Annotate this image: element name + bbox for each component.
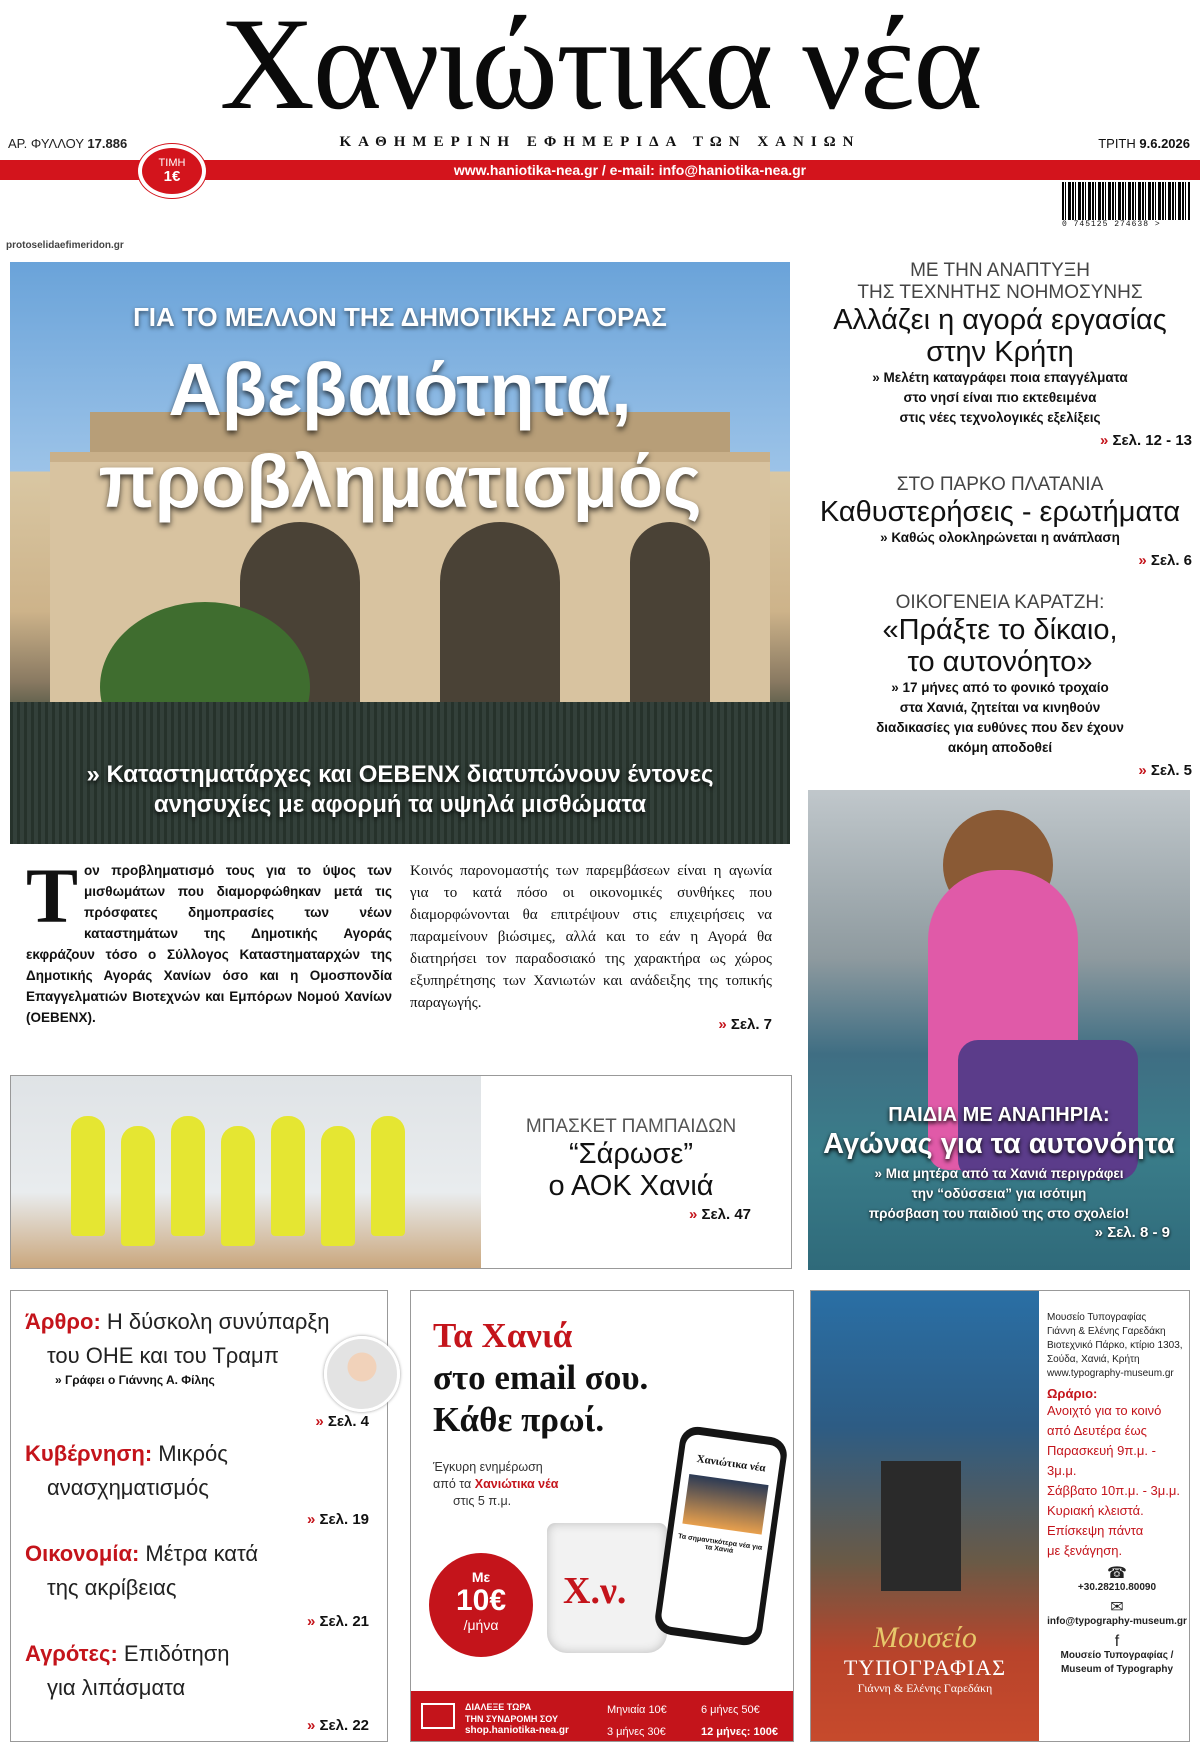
facebook-icon: f	[1114, 1633, 1120, 1650]
plan-option[interactable]: 3 μήνες 30€	[607, 1726, 666, 1738]
museum-phone[interactable]: +30.28210.80090	[1077, 1582, 1157, 1593]
brief-text: Μικρός	[152, 1441, 228, 1466]
plan-option[interactable]: Μηνιαία 10€	[607, 1704, 667, 1716]
museum-email[interactable]: info@typography-museum.gr	[1047, 1616, 1187, 1627]
story-karatzi[interactable]	[808, 592, 1192, 779]
lead-body-text: ον προβληματισμό τους για το ύψος των μισθωμάτων που διαμορφώθηκαν μετά τις πρόσφατες δημοπρασίες των νέων καταστημάτων της Δημοτικής Αγοράς εκφράζουν τόσο ο Σύλλογος Καταστηματαρχών της Δημοτικής Αγοράς Χανίων όσο και η Ομοσπονδία Επαγγελματιών Βιοτεχνών και Εμπόρων Νομού Χανίων (ΟΕΒΕΝΧ).	[26, 863, 392, 1025]
page-ref[interactable]: » Σελ. 12 - 13	[1099, 432, 1192, 449]
lead-headline[interactable]	[10, 344, 790, 528]
hours-line: Επίσκεψη πάντα	[1047, 1523, 1144, 1538]
brief-text: Επιδότηση	[117, 1641, 230, 1666]
player-figure	[121, 1126, 155, 1246]
date-day: ΤΡΙΤΗ	[1098, 136, 1136, 151]
ad-small-text	[433, 1459, 558, 1510]
brief-text: της ακρίβειας	[47, 1575, 177, 1600]
page-ref-text: Σελ. 19	[319, 1511, 369, 1528]
story-sub-line: την “οδύσσεια” για ισότιμη	[911, 1186, 1087, 1201]
cta-text	[465, 1701, 558, 1725]
price-value: 1€	[163, 168, 181, 185]
museum-info	[1047, 1311, 1187, 1677]
story-sub	[838, 1164, 1160, 1224]
page-ref[interactable]: » Σελ. 22	[307, 1717, 369, 1734]
phone-icon: ☎	[1107, 1565, 1127, 1582]
story-headline: Αγώνας για τα αυτονόητα	[823, 1128, 1175, 1160]
museum-address: Σούδα, Χανιά, Κρήτη	[1047, 1354, 1140, 1365]
story-headline: το αυτονόητο»	[907, 646, 1093, 678]
contact-links[interactable]: www.haniotika-nea.gr / e-mail: info@haniotika-nea.gr	[453, 162, 807, 178]
price-label: ΤΙΜΗ	[158, 157, 186, 169]
ad-small-line: στις 5 π.μ.	[453, 1494, 512, 1508]
printing-press	[881, 1461, 961, 1591]
brief-item[interactable]	[25, 1305, 375, 1387]
brief-label: Οικονομία:	[25, 1541, 140, 1566]
brief-item[interactable]	[25, 1437, 375, 1505]
story-kicker: ΜΕ ΤΗΝ ΑΝΑΠΤΥΞΗ	[910, 260, 1090, 281]
story-sub: στις νέες τεχνολογικές εξελίξεις	[899, 410, 1101, 425]
issue-label: ΑΡ. ΦΥΛΛΟΥ	[8, 136, 84, 151]
brief-text: Η δύσκολη συνύπαρξη	[100, 1309, 330, 1334]
brief-text: ανασχηματισμός	[47, 1475, 209, 1500]
story-sub: » Καθώς ολοκληρώνεται η ανάπλαση	[880, 530, 1120, 545]
barcode-number: 0 745125 274638 >	[1062, 220, 1161, 229]
lead-kicker: ΓΙΑ ΤΟ ΜΕΛΛΟΝ ΤΗΣ ΔΗΜΟΤΙΚΗΣ ΑΓΟΡΑΣ	[133, 302, 667, 332]
player-figure	[371, 1116, 405, 1236]
ad-small-line: από τα	[433, 1477, 475, 1491]
badge-text: Με	[471, 1569, 491, 1585]
phone-caption: Τα σημαντικότερα νέα για τα Χανιά	[677, 1533, 763, 1555]
page-ref-text: Σελ. 8 - 9	[1107, 1224, 1170, 1241]
story-park[interactable]	[808, 474, 1192, 569]
mail-icon: ✉	[1110, 1599, 1124, 1616]
story-sub: » Μελέτη καταγράφει ποια επαγγέλματα	[872, 370, 1128, 385]
lead-sub-line: ανησυχίες με αφορμή τα υψηλά μισθώματα	[153, 791, 647, 818]
story-sub: στα Χανιά, ζητείται να κινηθούν	[899, 700, 1101, 715]
page-ref[interactable]: » Σελ. 6	[1138, 552, 1192, 569]
badge-period: /μήνα	[463, 1617, 499, 1633]
phone-image	[653, 1425, 789, 1648]
price-circle	[429, 1553, 533, 1657]
story-kicker: ΟΙΚΟΓΕΝΕΙΑ ΚΑΡΑΤΖΗ:	[895, 592, 1105, 613]
story-basketball[interactable]	[10, 1075, 792, 1269]
author-portrait	[324, 1336, 400, 1412]
photo-arch	[630, 522, 710, 722]
cta-line: ΤΗΝ ΣΥΝΔΡΟΜΗ ΣΟΥ	[465, 1714, 559, 1724]
player-figure	[71, 1116, 105, 1236]
page-ref[interactable]: » Σελ. 7	[718, 1016, 772, 1033]
story-sub: διαδικασίες για ευθύνες που δεν έχουν	[876, 720, 1124, 735]
brief-item[interactable]	[25, 1537, 375, 1605]
brief-label: Αγρότες:	[25, 1641, 118, 1666]
page-ref-text: Σελ. 12 - 13	[1112, 432, 1192, 449]
barcode	[1062, 182, 1190, 234]
issue-date	[1098, 136, 1190, 151]
brief-item[interactable]	[25, 1637, 375, 1705]
hours-line: Σάββατο 10π.μ. - 3μ.μ.	[1047, 1483, 1180, 1498]
page-ref[interactable]: » Σελ. 47	[689, 1206, 751, 1223]
photo-arch	[440, 522, 560, 722]
envelope-icon	[421, 1703, 455, 1729]
brief-label: Άρθρο:	[25, 1309, 101, 1334]
ad-headline-line: Τα Χανιά	[433, 1316, 573, 1355]
issue-value: 17.886	[87, 136, 128, 151]
price-badge	[138, 144, 206, 198]
player-figure	[321, 1126, 355, 1246]
museum-logo	[811, 1621, 1039, 1696]
story-sub: ακόμη αποδοθεί	[947, 740, 1053, 755]
brief-text: για λιπάσματα	[47, 1675, 186, 1700]
shop-link[interactable]: shop.haniotika-nea.gr	[465, 1725, 569, 1736]
museum-website[interactable]: www.typography-museum.gr	[1047, 1368, 1174, 1379]
site-watermark: protoselidaefimeridon.gr	[6, 240, 124, 251]
issue-number	[8, 136, 127, 151]
lead-headline-line: Αβεβαιότητα,	[168, 348, 632, 431]
lead-body-col1	[26, 852, 392, 1028]
museum-photo	[811, 1291, 1039, 1742]
lead-headline-line: προβληματισμός	[98, 440, 702, 523]
logo-script: Μουσείο	[873, 1621, 977, 1654]
page-ref[interactable]: » Σελ. 4	[315, 1413, 369, 1430]
story-kicker: ΜΠΑΣΚΕΤ ΠΑΜΠΑΙΔΩΝ	[525, 1116, 737, 1137]
lead-photo[interactable]	[10, 262, 790, 844]
date-value: 9.6.2026	[1139, 136, 1190, 151]
museum-address: Βιοτεχνικό Πάρκο, κτίριο 1303,	[1047, 1340, 1183, 1351]
ad-headline-line: στο email σου.	[433, 1358, 649, 1397]
story-sub: » 17 μήνες από το φονικό τροχαίο	[891, 680, 1109, 695]
story-kicker: ΠΑΙΔΙΑ ΜΕ ΑΝΑΠΗΡΙΑ:	[888, 1104, 1110, 1126]
story-headline: “Σάρωσε”	[569, 1138, 693, 1170]
page-ref-text: Σελ. 21	[319, 1613, 369, 1630]
page-ref[interactable]: » Σελ. 19	[307, 1511, 369, 1528]
page-ref-text: Σελ. 22	[319, 1717, 369, 1734]
story-headline: «Πράξτε το δίκαιο,	[882, 614, 1118, 646]
logo-title: ΤΥΠΟΓΡΑΦΙΑΣ	[843, 1655, 1007, 1680]
plans-col2	[701, 1699, 778, 1742]
subscription-footer[interactable]	[411, 1691, 794, 1742]
ad-headline-line: Κάθε πρωί.	[433, 1400, 605, 1439]
email-subscription-ad[interactable]	[410, 1290, 794, 1742]
story-headline: ο ΑΟΚ Χανιά	[548, 1170, 714, 1202]
ad-brand-name: Χανιώτικα νέα	[474, 1477, 559, 1491]
plan-option[interactable]: 12 μήνες: 100€	[701, 1726, 778, 1738]
story-disability[interactable]	[808, 790, 1190, 1270]
page-ref-text: Σελ. 4	[327, 1413, 369, 1430]
brief-byline: » Γράφει ο Γιάννης Α. Φίλης	[55, 1373, 215, 1387]
phone-title: Χανιώτικα νέα	[695, 1452, 767, 1475]
lead-body-col2	[410, 860, 772, 1036]
hours-line: από Δευτέρα έως	[1047, 1423, 1147, 1438]
lead-subheadline	[20, 760, 780, 820]
lead-body-text: Κοινός παρονομαστής των παρεμβάσεων είναι η αγωνία για το κατά πόσο οι οικονομικές συνθήκες που διαμορφώνονται θα επιτρέψουν στις επιχειρήσεις να παραμείνουν βιώσιμες, αλλά και το εάν η Αγορά θα διατηρήσει τον παραδοσιακό της χαρακτήρα ως χώρος εξυπηρέτησης των Χανιωτών και ανάδειξης της τοπικής παραγωγής.	[410, 863, 772, 1011]
hours-line: Κυριακή κλειστά.	[1047, 1503, 1144, 1518]
story-sub-line: πρόσβαση του παιδιού της στο σχολείο!	[868, 1206, 1130, 1221]
page-ref[interactable]: » Σελ. 21	[307, 1613, 369, 1630]
cta-line: ΔΙΑΛΕΞΕ ΤΩΡΑ	[465, 1702, 532, 1712]
plans-col1	[607, 1699, 667, 1742]
brief-text: του ΟΗΕ και του Τραμπ	[47, 1343, 279, 1368]
museum-facebook[interactable]: Museum of Typography	[1060, 1664, 1174, 1675]
hours-line: Ανοιχτό για το κοινό	[1047, 1403, 1162, 1418]
phone-photo	[682, 1474, 768, 1535]
page-ref-text: Σελ. 7	[730, 1016, 772, 1033]
drop-cap: Τ	[26, 852, 79, 939]
logo-names: Γιάννη & Ελένης Γαρεδάκη	[857, 1681, 993, 1695]
page-ref-text: Σελ. 5	[1150, 762, 1192, 779]
barcode-lines	[1062, 182, 1190, 220]
story-headline: Αλλάζει η αγορά εργασίας	[833, 304, 1167, 336]
hours-line: Παρασκευή 9π.μ. - 3μ.μ.	[1047, 1443, 1156, 1478]
story-headline: στην Κρήτη	[926, 336, 1074, 368]
museum-address: Γιάννη & Ελένης Γαρεδάκη	[1047, 1326, 1166, 1337]
story-sub-line: » Μια μητέρα από τα Χανιά περιγράφει	[874, 1166, 1124, 1181]
museum-facebook[interactable]: Μουσείο Τυπογραφίας /	[1060, 1650, 1174, 1661]
lead-sub-line: » Καταστηματάρχες και ΟΕΒΕΝΧ διατυπώνουν έντονες	[86, 761, 714, 788]
phone-screen	[660, 1433, 782, 1638]
museum-address: Μουσείο Τυπογραφίας	[1047, 1312, 1147, 1323]
page-ref-text: Σελ. 47	[701, 1206, 751, 1223]
player-figure	[271, 1116, 305, 1236]
page-ref-text: Σελ. 6	[1150, 552, 1192, 569]
story-sub: στο νησί είναι πιο εκτεθειμένα	[903, 390, 1097, 405]
story-ai-jobs[interactable]	[808, 260, 1192, 449]
story-kicker: ΣΤΟ ΠΑΡΚΟ ΠΛΑΤΑΝΙΑ	[896, 474, 1104, 495]
player-figure	[171, 1116, 205, 1236]
ad-headline	[433, 1315, 648, 1441]
museum-ad[interactable]	[810, 1290, 1190, 1742]
brief-label: Κυβέρνηση:	[25, 1441, 153, 1466]
ad-small-line: Έγκυρη ενημέρωση	[433, 1460, 543, 1474]
player-figure	[221, 1126, 255, 1246]
page-ref[interactable]: » Σελ. 5	[1138, 762, 1192, 779]
story-kicker: ΤΗΣ ΤΕΧΝΗΤΗΣ ΝΟΗΜΟΣΥΝΗΣ	[857, 282, 1143, 303]
hours-label: Ωράριο:	[1047, 1386, 1098, 1401]
basket-text	[481, 1116, 781, 1223]
brief-text: Μέτρα κατά	[139, 1541, 259, 1566]
page-ref[interactable]: » Σελ. 8 - 9	[1094, 1224, 1170, 1241]
hours-line: με ξενάγηση.	[1047, 1543, 1123, 1558]
story-headline: Καθυστερήσεις - ερωτήματα	[819, 496, 1181, 528]
plan-option[interactable]: 6 μήνες 50€	[701, 1704, 760, 1716]
badge-price: 10€	[455, 1584, 507, 1617]
masthead-title: Χανιώτικα νέα	[219, 0, 981, 137]
tagline: ΚΑΘΗΜΕΡΙΝΗ ΕΦΗΜΕΡΙΔΑ ΤΩΝ ΧΑΝΙΩΝ	[339, 134, 861, 150]
team-photo	[11, 1076, 481, 1269]
mug-logo: Χ.ν.	[563, 1570, 627, 1612]
